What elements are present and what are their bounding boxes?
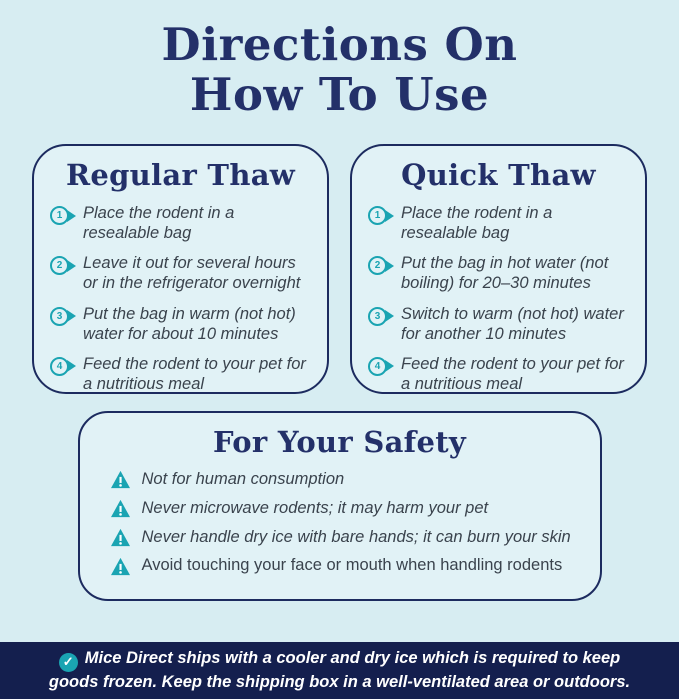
regular-thaw-step-3 [50,304,311,344]
quick-thaw-heading: Quick Thaw [401,158,596,192]
safety-item-2 [102,499,578,519]
safety-text: Never handle dry ice with bare hands; it can burn your skin [141,527,571,546]
step-text: Feed the rodent to your pet for a nutritious meal [83,354,306,393]
page-title [0,20,679,119]
step-text: Switch to warm (not hot) water for another 10 minutes [401,304,624,343]
safety-text: Not for human consumption [141,470,345,488]
regular-thaw-step-4 [50,354,311,394]
step-number-pin-icon: 4 [50,357,69,376]
quick-thaw-step-2 [368,253,629,293]
warning-triangle-icon [110,557,131,576]
step-text: Place the rodent in a resealable bag [83,204,235,243]
step-number-pin-icon: 3 [368,307,387,326]
shipping-note-bar [0,642,679,699]
warning-triangle-icon [110,528,131,547]
step-number-pin-icon: 2 [368,256,387,275]
thaw-cards-row [0,144,679,394]
quick-thaw-step-4 [368,354,629,394]
step-text: Feed the rodent to your pet for a nutritious meal [401,354,624,393]
step-number-pin-icon: 1 [50,206,69,225]
step-number-pin-icon: 1 [368,206,387,225]
safety-heading: For Your Safety [212,425,467,459]
page-title-line1: Directions On [161,18,518,71]
step-text: Place the rodent in a resealable bag [401,204,553,243]
page-title-line2: How To Use [189,67,490,121]
quick-thaw-step-3 [368,304,629,344]
regular-thaw-heading: Regular Thaw [65,158,296,192]
check-circle-icon: ✓ [59,653,78,672]
step-number-pin-icon: 2 [50,256,69,275]
warning-triangle-icon [110,499,131,518]
safety-item-3 [102,528,578,548]
step-text: Put the bag in warm (not hot) water for about 10 minutes [83,304,296,343]
shipping-note [36,648,644,692]
quick-thaw-card [350,144,647,394]
quick-thaw-step-1 [368,203,629,243]
shipping-note-text: Mice Direct ships with a cooler and dry ice which is required to keep goods frozen. Keep the shipping box in a well-ventilated area or outdoors. [48,649,631,691]
safety-text: Never microwave rodents; it may harm your pet [141,498,489,517]
step-text: Leave it out for several hours or in the refrigerator overnight [83,254,301,293]
safety-card [78,411,602,601]
safety-text: Avoid touching your face or mouth when handling rodents [141,556,563,575]
regular-thaw-step-1 [50,203,311,243]
step-number-pin-icon: 4 [368,357,387,376]
regular-thaw-step-2 [50,253,311,293]
regular-thaw-card [32,144,329,394]
safety-item-1 [102,470,578,490]
safety-item-4 [102,556,578,576]
step-text: Put the bag in hot water (not boiling) for 20–30 minutes [401,254,609,293]
step-number-pin-icon: 3 [50,307,69,326]
warning-triangle-icon [110,470,131,489]
